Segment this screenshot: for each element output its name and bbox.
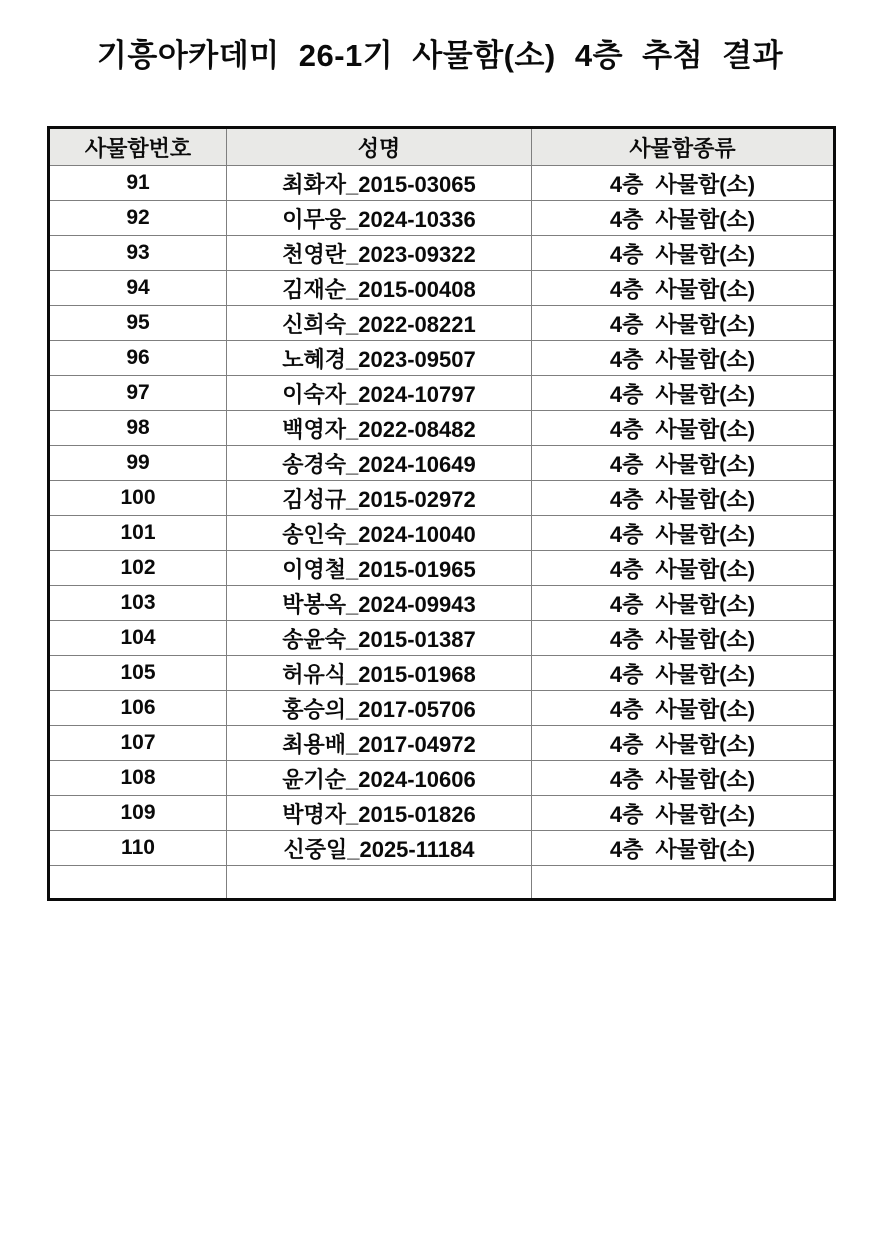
cell-name: 박봉옥_2024-09943 — [227, 586, 532, 621]
cell-locker-number: 103 — [49, 586, 227, 621]
cell-name: 윤기순_2024-10606 — [227, 761, 532, 796]
table-row — [49, 446, 835, 481]
cell-name: 홍승의_2017-05706 — [227, 691, 532, 726]
cell-name: 최화자_2015-03065 — [227, 166, 532, 201]
cell-name: 이숙자_2024-10797 — [227, 376, 532, 411]
table-row — [49, 691, 835, 726]
cell-locker-type: 4층 사물함(소) — [532, 271, 835, 306]
table-row — [49, 271, 835, 306]
cell-locker-type: 4층 사물함(소) — [532, 761, 835, 796]
cell-name: 송경숙_2024-10649 — [227, 446, 532, 481]
table-row — [49, 866, 835, 900]
cell-locker-number: 91 — [49, 166, 227, 201]
cell-name: 백영자_2022-08482 — [227, 411, 532, 446]
locker-result-table — [47, 126, 836, 901]
table-row — [49, 726, 835, 761]
cell-locker-type: 4층 사물함(소) — [532, 201, 835, 236]
cell-locker-number: 101 — [49, 516, 227, 551]
cell-locker-number: 93 — [49, 236, 227, 271]
cell-name: 최용배_2017-04972 — [227, 726, 532, 761]
cell-locker-number: 95 — [49, 306, 227, 341]
cell-locker-number: 99 — [49, 446, 227, 481]
cell-locker-number: 96 — [49, 341, 227, 376]
table-row — [49, 341, 835, 376]
cell-locker-type: 4층 사물함(소) — [532, 726, 835, 761]
cell-locker-number: 102 — [49, 551, 227, 586]
cell-name: 신희숙_2022-08221 — [227, 306, 532, 341]
table-body — [49, 166, 835, 900]
cell-locker-number: 98 — [49, 411, 227, 446]
table-row — [49, 236, 835, 271]
cell-locker-number: 105 — [49, 656, 227, 691]
cell-name: 박명자_2015-01826 — [227, 796, 532, 831]
table-row — [49, 761, 835, 796]
cell-locker-type — [532, 866, 835, 900]
table-row — [49, 306, 835, 341]
cell-name: 송윤숙_2015-01387 — [227, 621, 532, 656]
cell-locker-number — [49, 866, 227, 900]
cell-name: 노혜경_2023-09507 — [227, 341, 532, 376]
table-row — [49, 621, 835, 656]
cell-locker-type: 4층 사물함(소) — [532, 621, 835, 656]
cell-locker-type: 4층 사물함(소) — [532, 551, 835, 586]
page-title: 기흥아카데미 26-1기 사물함(소) 4층 추첨 결과 — [96, 38, 784, 73]
table-row — [49, 831, 835, 866]
cell-locker-type: 4층 사물함(소) — [532, 376, 835, 411]
cell-name: 허유식_2015-01968 — [227, 656, 532, 691]
cell-name: 송인숙_2024-10040 — [227, 516, 532, 551]
column-header-locker-type: 사물함종류 — [532, 128, 835, 166]
cell-locker-type: 4층 사물함(소) — [532, 306, 835, 341]
cell-locker-type: 4층 사물함(소) — [532, 341, 835, 376]
table-row — [49, 166, 835, 201]
cell-locker-type: 4층 사물함(소) — [532, 446, 835, 481]
cell-locker-type: 4층 사물함(소) — [532, 411, 835, 446]
cell-locker-type: 4층 사물함(소) — [532, 481, 835, 516]
table-row — [49, 656, 835, 691]
cell-name: 김재순_2015-00408 — [227, 271, 532, 306]
table-row — [49, 411, 835, 446]
cell-locker-type: 4층 사물함(소) — [532, 796, 835, 831]
table-row — [49, 551, 835, 586]
table-row — [49, 586, 835, 621]
table-row — [49, 481, 835, 516]
cell-locker-type: 4층 사물함(소) — [532, 166, 835, 201]
cell-locker-number: 97 — [49, 376, 227, 411]
cell-locker-number: 92 — [49, 201, 227, 236]
cell-name: 천영란_2023-09322 — [227, 236, 532, 271]
cell-locker-type: 4층 사물함(소) — [532, 656, 835, 691]
cell-name: 신중일_2025-11184 — [227, 831, 532, 866]
table-row — [49, 516, 835, 551]
cell-name: 이영철_2015-01965 — [227, 551, 532, 586]
table-row — [49, 376, 835, 411]
cell-locker-type: 4층 사물함(소) — [532, 516, 835, 551]
cell-name: 이무웅_2024-10336 — [227, 201, 532, 236]
cell-locker-number: 107 — [49, 726, 227, 761]
cell-locker-number: 109 — [49, 796, 227, 831]
column-header-locker-number: 사물함번호 — [49, 128, 227, 166]
document-page — [0, 30, 880, 1244]
cell-name — [227, 866, 532, 900]
header-row — [49, 128, 835, 166]
table-row — [49, 796, 835, 831]
cell-locker-type: 4층 사물함(소) — [532, 586, 835, 621]
cell-locker-number: 106 — [49, 691, 227, 726]
cell-locker-number: 100 — [49, 481, 227, 516]
table-header — [49, 128, 835, 166]
column-header-name: 성명 — [227, 128, 532, 166]
cell-locker-number: 104 — [49, 621, 227, 656]
cell-locker-number: 110 — [49, 831, 227, 866]
cell-locker-type: 4층 사물함(소) — [532, 831, 835, 866]
cell-locker-type: 4층 사물함(소) — [532, 236, 835, 271]
cell-name: 김성규_2015-02972 — [227, 481, 532, 516]
table-row — [49, 201, 835, 236]
cell-locker-number: 108 — [49, 761, 227, 796]
cell-locker-number: 94 — [49, 271, 227, 306]
cell-locker-type: 4층 사물함(소) — [532, 691, 835, 726]
